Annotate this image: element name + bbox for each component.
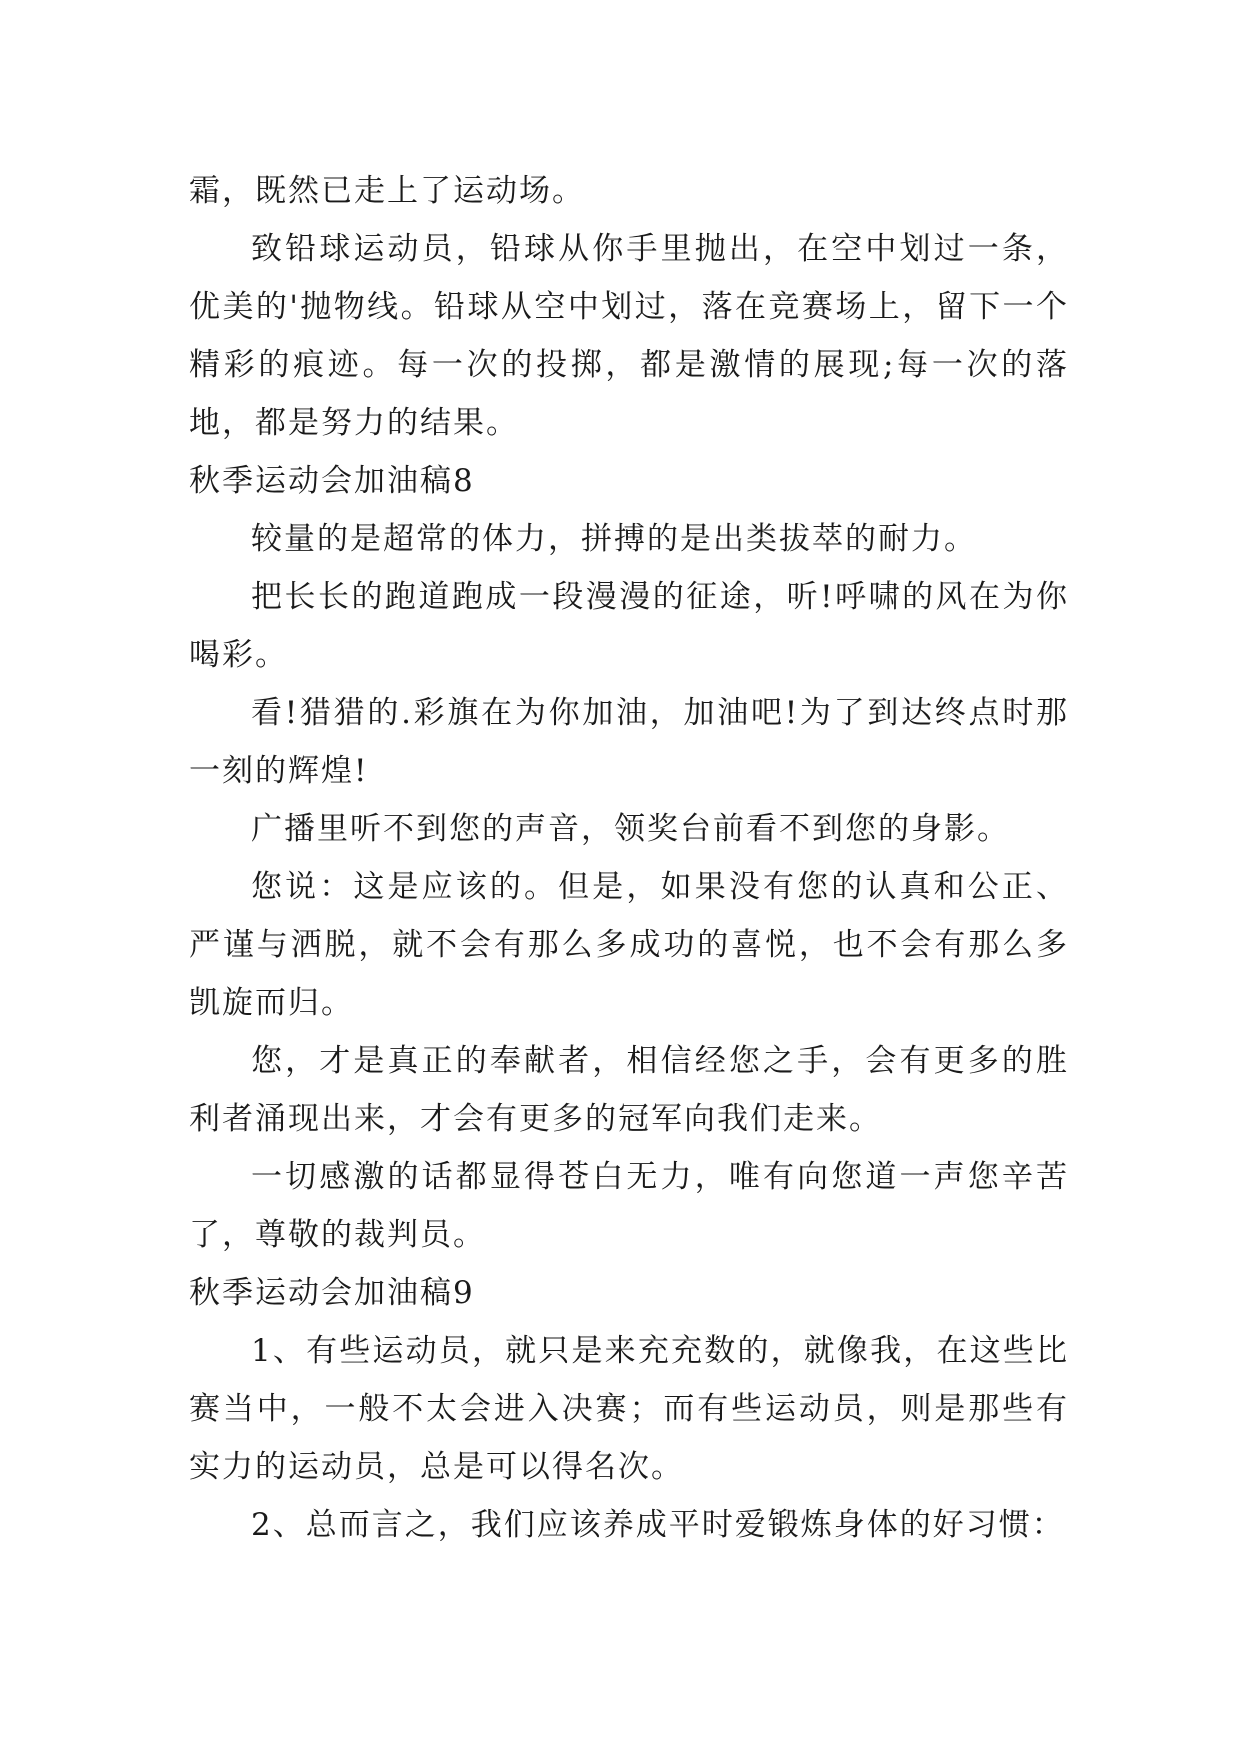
paragraph-gratitude: 一切感激的话都显得苍白无力，唯有向您道一声您辛苦了，尊敬的裁判员。	[189, 1159, 1069, 1253]
paragraph-flags: 看!猎猎的.彩旗在为你加油，加油吧!为了到达终点时那一刻的辉煌!	[189, 695, 1069, 789]
section-heading-9: 秋季运动会加油稿9	[189, 1275, 475, 1311]
paragraph-track: 把长长的跑道跑成一段漫漫的征途，听!呼啸的风在为你喝彩。	[189, 579, 1069, 673]
paragraph-item-2: 2、总而言之，我们应该养成平时爱锻炼身体的好习惯：	[251, 1507, 1065, 1543]
paragraph-you-said: 您说：这是应该的。但是，如果没有您的认真和公正、严谨与洒脱，就不会有那么多成功的喜悦，也不会有那么多凯旋而归。	[189, 869, 1069, 1021]
paragraph-strength: 较量的是超常的体力，拼搏的是出类拔萃的耐力。	[251, 521, 977, 557]
paragraph-contributor: 您，才是真正的奉献者，相信经您之手，会有更多的胜利者涌现出来，才会有更多的冠军向我们走来。	[189, 1043, 1069, 1137]
paragraph-item-1: 1、有些运动员，就只是来充充数的，就像我，在这些比赛当中，一般不太会进入决赛；而有些运动员，则是那些有实力的运动员，总是可以得名次。	[189, 1333, 1069, 1485]
paragraph-shot-put: 致铅球运动员，铅球从你手里抛出，在空中划过一条，优美的'抛物线。铅球从空中划过，落在竞赛场上，留下一个精彩的痕迹。每一次的投掷，都是激情的展现;每一次的落地，都是努力的结果。	[189, 231, 1069, 441]
section-heading-8: 秋季运动会加油稿8	[189, 463, 475, 499]
paragraph-continued: 霜，既然已走上了运动场。	[189, 173, 585, 209]
document-body	[189, 162, 1069, 1554]
paragraph-broadcast: 广播里听不到您的声音，领奖台前看不到您的身影。	[251, 811, 1010, 847]
